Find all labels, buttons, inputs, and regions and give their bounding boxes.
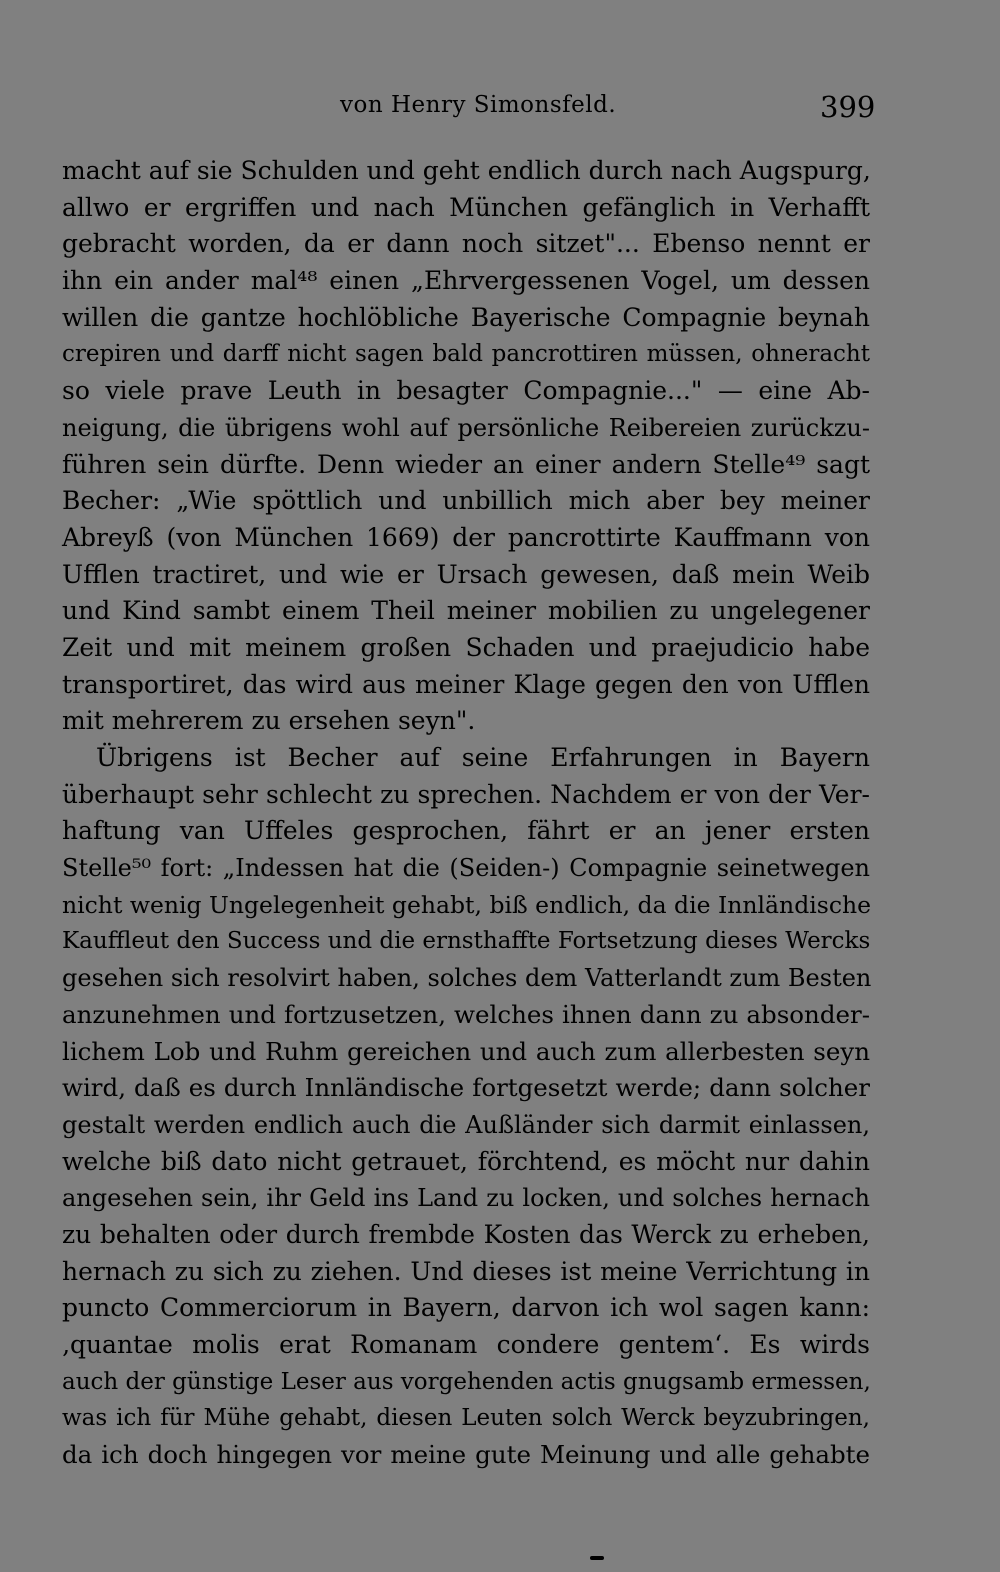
text-line: crepiren und darff nicht sagen bald pancrottiren müssen, ohneracht	[62, 341, 870, 368]
text-line: was ich für Mühe gehabt, diesen Leuten solch Werck beyzubringen,	[62, 1405, 870, 1432]
text-line: haftung van Uffeles gesprochen, fährt er an jener ersten	[62, 816, 870, 846]
text-line: Kauffleut den Success und die ernsthaffte Fortsetzung dieses Wercks	[62, 928, 871, 955]
text-line: neigung, die übrigens wohl auf persönliche Reibereien zurückzu-	[62, 413, 870, 442]
text-line: überhaupt sehr schlecht zu sprechen. Nachdem er von der Ver-	[62, 779, 870, 809]
text-line: Ufflen tractiret, und wie er Ursach gewesen, daß mein Weib	[62, 559, 870, 589]
page-header	[0, 92, 1000, 128]
text-line: transportiret, das wird aus meiner Klage gegen den von Ufflen	[62, 669, 870, 699]
text-line: welche biß dato nicht getrauet, förchtend, es möcht nur dahin	[62, 1146, 870, 1176]
text-line: und Kind sambt einem Theil meiner mobilien zu ungelegener	[62, 596, 870, 626]
text-line: Stelle⁵⁰ fort: „Indessen hat die (Seiden-) Compagnie seinetwegen	[62, 854, 870, 883]
text-line: anzunehmen und fortzusetzen, welches ihnen dann zu absonder-	[62, 999, 870, 1029]
text-line: führen sein dürfte. Denn wieder an einer andern Stelle⁴⁹ sagt	[62, 449, 870, 479]
body-text	[62, 153, 870, 1474]
text-line: Zeit und mit meinem großen Schaden und praejudicio habe	[62, 632, 870, 662]
text-line: Becher: „Wie spöttlich und unbillich mich aber bey meiner	[62, 486, 870, 516]
text-line: Übrigens ist Becher auf seine Erfahrungen in Bayern	[96, 743, 870, 772]
running-head: von Henry Simonsfeld.	[340, 92, 617, 118]
page-number: 399	[820, 90, 876, 124]
text-line: gesehen sich resolvirt haben, solches dem Vatterlandt zum Besten	[62, 964, 872, 993]
text-line: gebracht worden, da er dann noch sitzet"... Ebenso nennt er	[62, 229, 870, 259]
text-line: mit mehrerem zu ersehen seyn".	[62, 706, 476, 736]
text-line: allwo er ergriffen und nach München gefänglich in Verhafft	[62, 192, 870, 222]
text-line: macht auf sie Schulden und geht endlich durch nach Augspurg,	[62, 156, 871, 185]
text-line: willen die gantze hochlöbliche Bayerische Compagnie beynah	[62, 302, 870, 332]
text-line: ihn ein ander mal⁴⁸ einen „Ehrvergessenen Vogel, um dessen	[62, 266, 870, 296]
text-line: so viele prave Leuth in besagter Compagnie..." — eine Ab-	[62, 376, 870, 406]
text-line: hernach zu sich zu ziehen. Und dieses ist meine Verrichtung in	[62, 1256, 870, 1286]
text-line: da ich doch hingegen vor meine gute Meinung und alle gehabte	[62, 1440, 870, 1470]
text-line: gestalt werden endlich auch die Außländer sich darmit einlassen,	[62, 1110, 870, 1139]
text-line: auch der günstige Leser aus vorgehenden actis gnugsamb ermessen,	[62, 1368, 871, 1395]
text-line: Abreyß (von München 1669) der pancrottirte Kauffmann von	[62, 522, 870, 552]
text-line: angesehen sein, ihr Geld ins Land zu locken, und solches hernach	[62, 1184, 870, 1213]
text-line: wird, daß es durch Innländische fortgesetzt werde; dann solcher	[62, 1073, 870, 1103]
text-line: ‚quantae molis erat Romanam condere gentem‘. Es wirds	[62, 1330, 870, 1359]
text-line: puncto Commerciorum in Bayern, darvon ich wol sagen kann:	[62, 1293, 870, 1323]
signature-mark	[590, 1556, 604, 1560]
text-line: nicht wenig Ungelegenheit gehabt, biß endlich, da die Innländische	[62, 890, 872, 919]
text-line: lichem Lob und Ruhm gereichen und auch zum allerbesten seyn	[62, 1036, 870, 1066]
text-line: zu behalten oder durch frembde Kosten das Werck zu erheben,	[62, 1219, 870, 1249]
